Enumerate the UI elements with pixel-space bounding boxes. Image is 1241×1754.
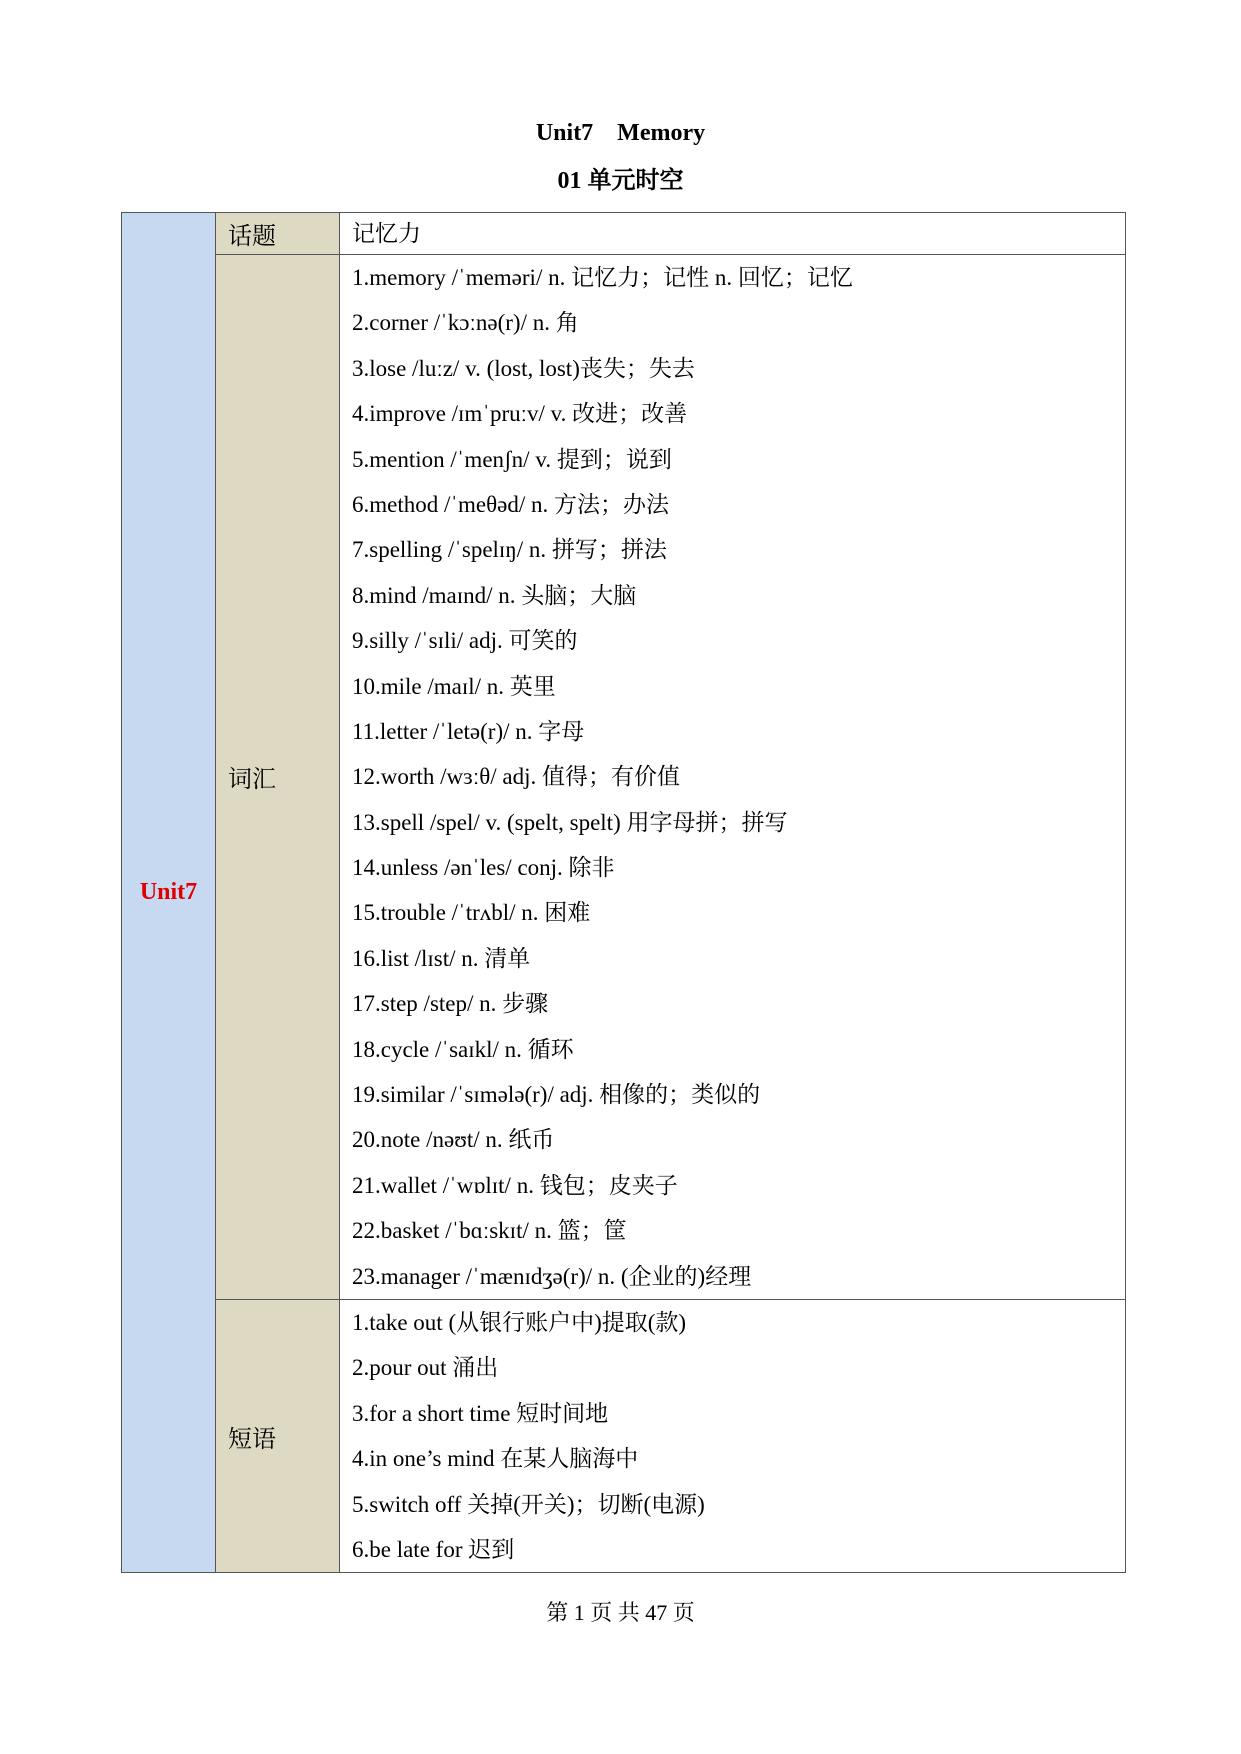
vocabulary-item: 22.basket /ˈbɑːskɪt/ n. 篮；筐 (352, 1218, 627, 1244)
vocabulary-item: 17.step /step/ n. 步骤 (352, 991, 549, 1017)
phrase-item: 1.take out (从银行账户中)提取(款) (352, 1309, 687, 1335)
page-number-footer: 第 1 页 共 47 页 (546, 1600, 695, 1625)
topic-content: 记忆力 (340, 213, 1126, 255)
vocabulary-item: 18.cycle /ˈsaɪkl/ n. 循环 (352, 1036, 574, 1062)
vocabulary-list (340, 255, 1126, 1300)
vocabulary-row (122, 255, 1126, 1300)
vocabulary-item: 6.method /ˈmeθəd/ n. 方法；办法 (352, 491, 670, 517)
section-subtitle: 01 单元时空 (557, 168, 684, 194)
vocabulary-item: 2.corner /ˈkɔːnə(r)/ n. 角 (352, 310, 579, 336)
vocabulary-item: 1.memory /ˈmeməri/ n. 记忆力；记性 n. 回忆；记忆 (352, 265, 853, 290)
vocabulary-item: 21.wallet /ˈwɒlɪt/ n. 钱包；皮夹子 (352, 1172, 678, 1198)
phrase-item: 6.be late for 迟到 (352, 1536, 515, 1562)
phrase-item: 5.switch off 关掉(开关)；切断(电源) (352, 1491, 705, 1517)
phrase-item: 3.for a short time 短时间地 (352, 1400, 609, 1426)
vocabulary-item: 16.list /lɪst/ n. 清单 (352, 945, 531, 971)
topic-category-label: 话题 (216, 213, 340, 255)
document-title: Unit7 Memory (535, 120, 706, 146)
vocabulary-item: 12.worth /wɜːθ/ adj. 值得；有价值 (352, 764, 680, 790)
vocabulary-item: 5.mention /ˈmenʃn/ v. 提到；说到 (352, 446, 672, 472)
vocabulary-item: 20.note /nəʊt/ n. 纸币 (352, 1127, 555, 1153)
phrases-list (340, 1299, 1126, 1572)
vocabulary-item: 11.letter /ˈletə(r)/ n. 字母 (352, 718, 585, 744)
vocabulary-item: 19.similar /ˈsɪmələ(r)/ adj. 相像的；类似的 (352, 1082, 761, 1108)
vocabulary-item: 15.trouble /ˈtrʌbl/ n. 困难 (352, 900, 591, 926)
phrase-item: 2.pour out 涌出 (352, 1355, 499, 1381)
phrases-row (122, 1299, 1126, 1572)
phrases-category-label: 短语 (216, 1299, 340, 1572)
phrase-item: 4.in one’s mind 在某人脑海中 (352, 1446, 639, 1472)
vocabulary-item: 13.spell /spel/ v. (spelt, spelt) 用字母拼；拼写 (352, 809, 788, 835)
vocabulary-item: 3.lose /luːz/ v. (lost, lost)丧失；失去 (352, 355, 695, 381)
unit-overview-table (121, 212, 1126, 1573)
vocabulary-item: 14.unless /ənˈles/ conj. 除非 (352, 855, 615, 881)
unit-label: Unit7 (122, 213, 216, 1573)
vocabulary-item: 23.manager /ˈmænɪdʒə(r)/ n. (企业的)经理 (352, 1263, 752, 1289)
topic-row (122, 213, 1126, 255)
vocabulary-item: 4.improve /ɪmˈpruːv/ v. 改进；改善 (352, 401, 688, 427)
vocabulary-item: 8.mind /maɪnd/ n. 头脑；大脑 (352, 582, 637, 608)
vocabulary-item: 10.mile /maɪl/ n. 英里 (352, 673, 556, 699)
vocabulary-category-label: 词汇 (216, 255, 340, 1300)
vocabulary-item: 9.silly /ˈsɪli/ adj. 可笑的 (352, 628, 578, 654)
vocabulary-item: 7.spelling /ˈspelɪŋ/ n. 拼写；拼法 (352, 537, 667, 563)
